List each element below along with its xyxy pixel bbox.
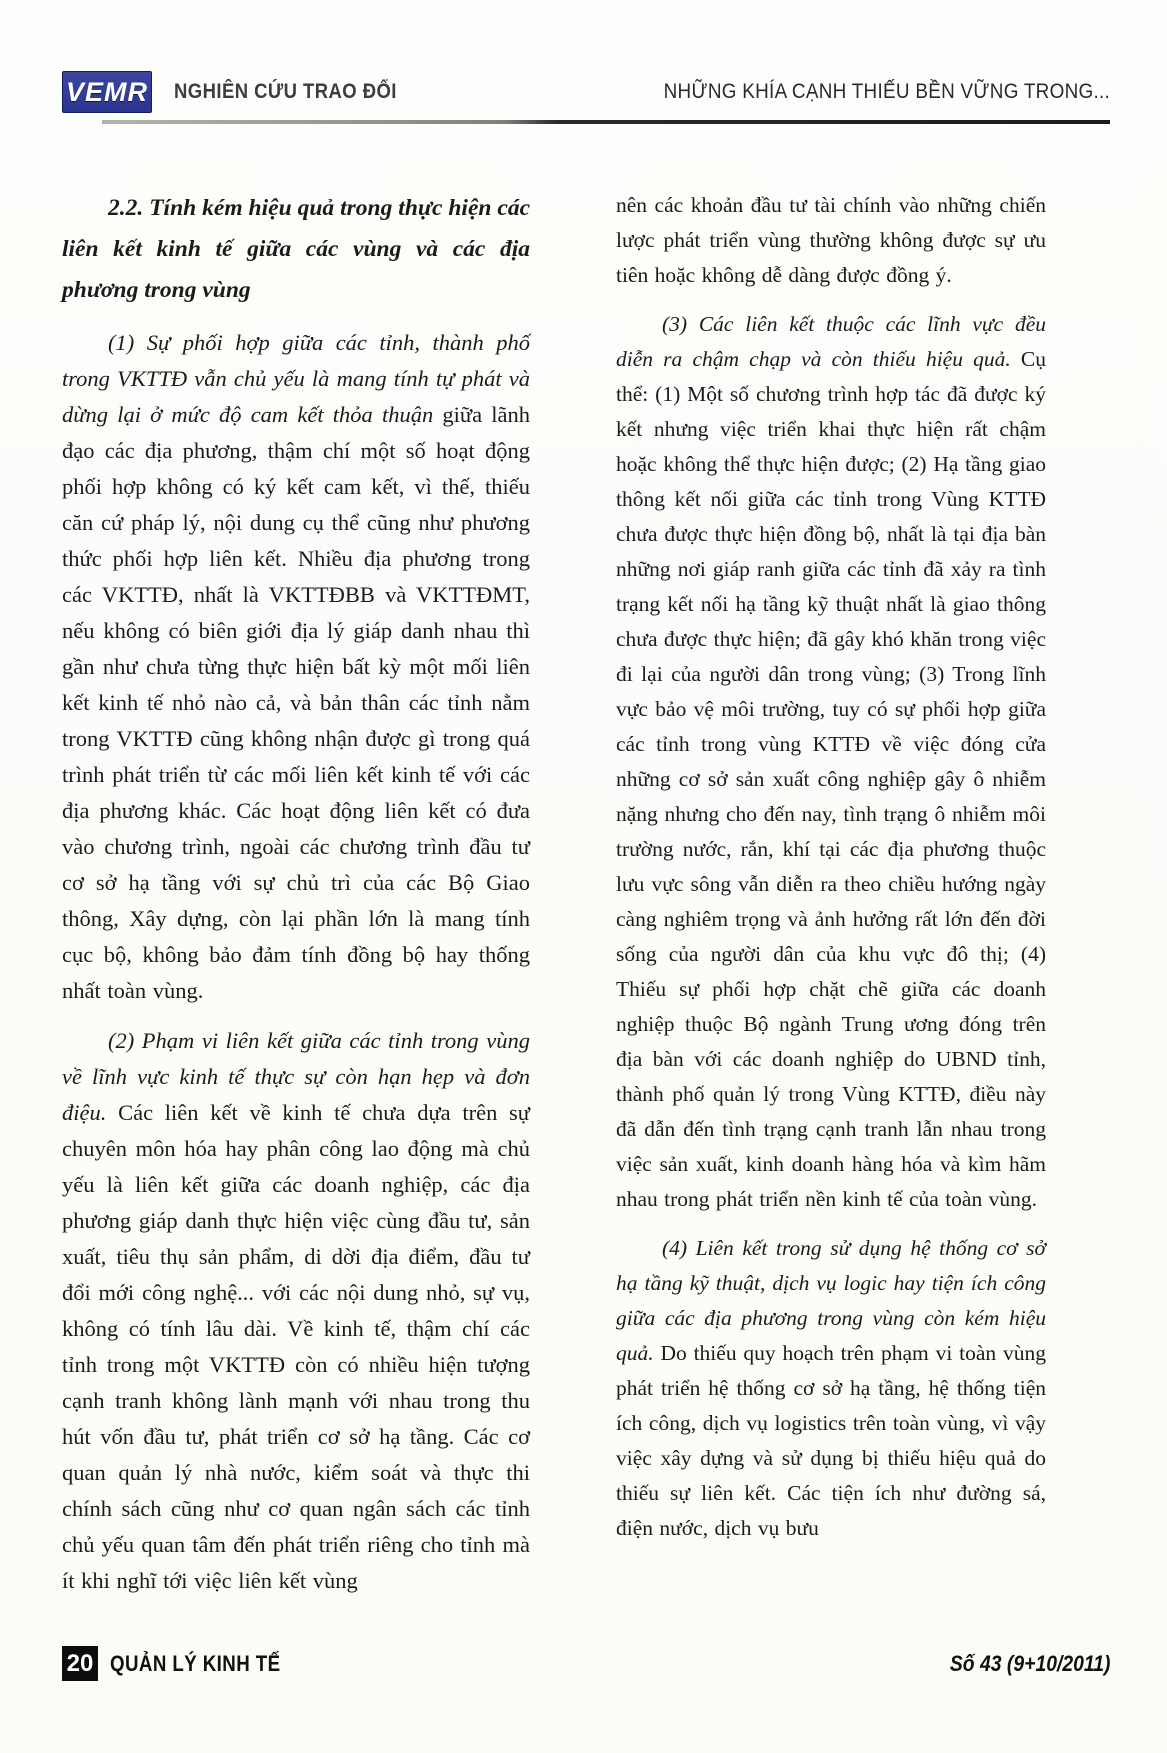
paragraph-2-body: Các liên kết về kinh tế chưa dựa trên sự chuyên môn hóa hay phân công lao động mà chủ yếu là liên kết giữa các doanh nghiệp, các địa phương giáp danh thực hiện việc cùng đầu tư, sản xuất, tiêu thụ sản phẩm, di dời địa điểm, đầu tư đổi mới công nghệ... với các nội dung nhỏ, sự vụ, không có tính lâu dài. Về kinh tế, thậm chí các tỉnh trong một VKTTĐ còn có nhiều hiện tượng cạnh tranh không lành mạnh với nhau trong thu hút vốn đầu tư, phát triển cơ sở hạ tầng. Các cơ quan quản lý nhà nước, kiểm soát và thực thi chính sách cũng như cơ quan ngân sách các tỉnh chủ yếu quan tâm đến phát triển riêng cho tỉnh mà ít khi nghĩ tới việc liên kết vùng — [62, 1100, 530, 1593]
page-number: 20 — [62, 1646, 98, 1681]
paragraph-2-lead: (2) Phạm vi liên kết giữa các tỉnh trong vùng về lĩnh vực kinh tế thực sự còn hạn hẹp và đơn điệu. — [62, 1028, 530, 1125]
paragraph-4-body: Do thiếu quy hoạch trên phạm vi toàn vùng phát triển hệ thống cơ sở hạ tầng, hệ thống tiện ích công, dịch vụ logistics trên toàn vùng, vì vậy việc xây dựng và sử dụng bị thiếu hiệu quả do thiếu sự liên kết. Các tiện ích như đường sá, điện nước, dịch vụ bưu — [616, 1341, 1046, 1540]
journal-name: QUẢN LÝ KINH TẾ — [110, 1650, 281, 1676]
paragraph-3-body: Cụ thể: (1) Một số chương trình hợp tác đã được ký kết nhưng việc triển khai thực hiện rất chậm hoặc không thể thực hiện được; (2) Hạ tầng giao thông kết nối giữa các tỉnh trong Vùng KTTĐ chưa được thực hiện đồng bộ, nhất là tại địa bàn những nơi giáp ranh giữa các tỉnh đã xảy ra tình trạng kết nối hạ tầng kỹ thuật nhất là giao thông chưa được thực hiện; đã gây khó khăn trong việc đi lại của người dân trong vùng; (3) Trong lĩnh vực bảo vệ môi trường, tuy có sự phối hợp giữa các tỉnh trong vùng KTTĐ về việc đóng cửa những cơ sở sản xuất công nghiệp gây ô nhiễm nặng nhưng cho đến nay, tình trạng ô nhiễm môi trường nước, rắn, khí tại các địa phương thuộc lưu vực sông vẫn diễn ra theo chiều hướng ngày càng nghiêm trọng và ảnh hưởng rất lớn đến đời sống của người dân của khu vực đô thị; (4) Thiếu sự phối hợp chặt chẽ giữa các doanh nghiệp thuộc Bộ ngành Trung ương đóng trên địa bàn với các doanh nghiệp do UBND tỉnh, thành phố quản lý trong Vùng KTTĐ, điều này đã dẫn đến tình trạng cạnh tranh lẫn nhau trong việc sản xuất, kinh doanh hàng hóa và kìm hãm nhau trong phát triển nền kinh tế của toàn vùng. — [616, 347, 1047, 1211]
paragraph-3 — [616, 307, 1046, 1217]
footer-left — [62, 1646, 311, 1681]
page-footer — [62, 1646, 1110, 1681]
article-body — [0, 188, 1167, 1620]
header-divider — [102, 120, 1110, 124]
header-row — [62, 70, 1110, 114]
page-header — [0, 0, 1167, 124]
paragraph-4 — [616, 1231, 1046, 1546]
journal-logo-text: VEMR — [65, 76, 148, 107]
paragraph-1 — [62, 325, 530, 1009]
paragraph-2 — [62, 1023, 530, 1599]
left-column — [62, 188, 530, 1620]
running-title: NHỮNG KHÍA CẠNH THIẾU BỀN VỮNG TRONG... — [663, 80, 1110, 103]
section-label: NGHIÊN CỨU TRAO ĐỔI — [174, 80, 397, 103]
journal-logo — [62, 71, 152, 113]
section-heading: 2.2. Tính kém hiệu quả trong thực hiện các liên kết kinh tế giữa các vùng và các địa phương trong vùng — [62, 195, 530, 303]
paragraph-1-lead: (1) Sự phối hợp giữa các tỉnh, thành phố trong VKTTĐ vẫn chủ yếu là mang tính tự phát và dừng lại ở mức độ cam kết thỏa thuận — [62, 330, 530, 427]
paragraph-continuation: nên các khoản đầu tư tài chính vào những chiến lược phát triển vùng thường không được sự ưu tiên hoặc không dễ dàng được đồng ý. — [616, 193, 1046, 287]
paragraph-1-body: giữa lãnh đạo các địa phương, thậm chí một số hoạt động phối hợp không có ký kết cam kết, vì thế, thiếu căn cứ pháp lý, nội dung cụ thể cũng như phương thức phối hợp liên kết. Nhiều địa phương trong các VKTTĐ, nhất là VKTTĐBB và VKTTĐMT, nếu không có biên giới địa lý giáp danh nhau thì gần như chưa từng thực hiện bất kỳ một mối liên kết kinh tế nhỏ nào cả, và bản thân các tỉnh nằm trong VKTTĐ cũng không nhận được gì trong quá trình phát triển từ các mối liên kết kinh tế với các địa phương khác. Các hoạt động liên kết có đưa vào chương trình, ngoài các chương trình đầu tư cơ sở hạ tầng với sự chủ trì của các Bộ Giao thông, Xây dựng, còn lại phần lớn là mang tính cục bộ, không bảo đảm tính đồng bộ hay thống nhất toàn vùng. — [62, 402, 530, 1003]
right-column — [616, 188, 1046, 1620]
paragraph-4-lead: (4) Liên kết trong sử dụng hệ thống cơ sở hạ tầng kỹ thuật, dịch vụ logic hay tiện ích công giữa các địa phương trong vùng còn kém hiệu quả. — [616, 1236, 1046, 1365]
paragraph-3-lead: (3) Các liên kết thuộc các lĩnh vực đều diễn ra chậm chạp và còn thiếu hiệu quả. — [616, 312, 1046, 371]
issue-label: Số 43 (9+10/2011) — [949, 1650, 1110, 1676]
